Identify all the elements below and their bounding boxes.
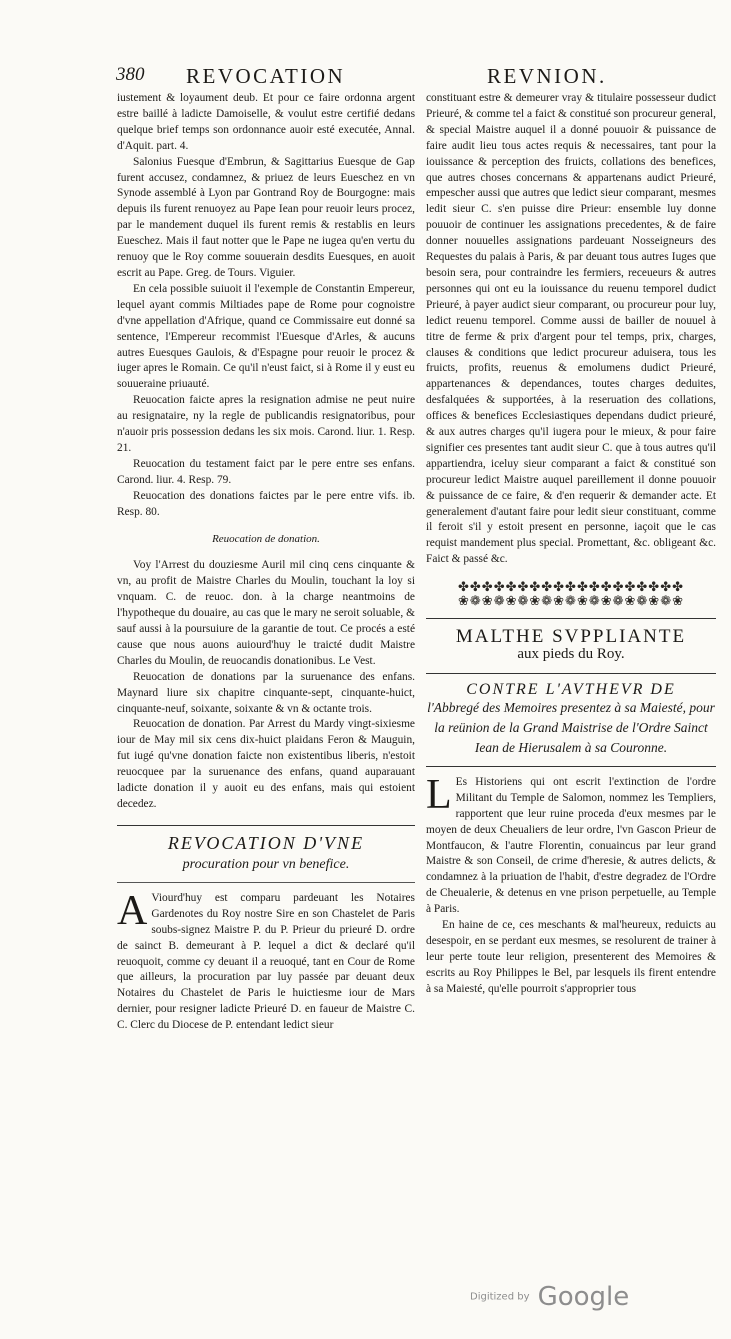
left-column (117, 91, 415, 1034)
paragraph: Reuocation faicte apres la resignation admise ne peut nuire au resignataire, ny la regle de publicandis resignatoribus, pour n'auoir pris possession dedans les six mois. Carond. liur. 1. Resp. 21. (117, 394, 415, 454)
contre-heading-block (426, 673, 716, 758)
divider (426, 766, 716, 767)
page-header (116, 64, 636, 90)
paragraph: Reuocation de donation. Par Arrest du Mardy vingt-sixiesme iour de May mil six cens dix-huict plaidans Feron & Mauguin, fut iugé qu'vne donation faicte non existentibus liberis, n'estoit reuocquee par la suruenance des enfans, quand auparauant ladicte donation il y auoit eu des enfans, mais qui estoient decedez. (117, 718, 415, 810)
drop-cap: A (117, 887, 148, 934)
article-title-block (426, 618, 716, 663)
right-column (426, 91, 716, 998)
paragraph: Reuocation de donations par la suruenance des enfans. Maynard liure six chapitre cinquante-sept, cinquante-huict, cinquante-neuf, soixante, soixante & vn & octante trois. (117, 670, 415, 715)
watermark-text: Digitized by (470, 1291, 530, 1303)
paragraph: Reuocation des donations faictes par le pere entre vifs. ib. Resp. 80. (117, 489, 415, 518)
article-subtitle: aux pieds du Roy. (517, 646, 625, 663)
paragraph: En haine de ce, ces meschants & mal'heureux, reduicts au desespoir, en se perdant eux mesmes, se resolurent de trainer à leur perte toute leur religion, presenterent des Memoires & escrits au Roy Philippes le Bel, par lesquels ils firent entendre à sa Maiesté, qu'elle pourroit s'approprier tous (426, 919, 716, 995)
paragraph: constituant estre & demeurer vray & titulaire possesseur dudict Prieuré, & comme tel a faict & constitué son procureur general, & special Maistre auquel il a donné pouuoir & puissance de faire audit lieu tous actes requis & necessaires, tant pour la iouissance & perception des fruicts, collations des benefices, que autres choses concernans & appartenans audict Prieuré, empescher aussi que autres que ledict sieur comparant, mesmes ledit sieur C. s'en puisse dire Prieur: ensemble luy donne pouuoir de continuer les assignations precedentes, & de faire donner nouuelles assignations pardeuant Nosseigneurs des Requestes du palais à Paris, & par deuant tous autres Iuges que besoin sera, pour contraindre les fermiers, receueurs & autres personnes qui ont eu la iouissance du reuenu temporel dudict Prieuré, à payer audict sieur comparant, ou procureur pour luy, ledict reuenu temporel. Comme aussi de bailler de nouuel à titre de ferme & prix d'argent pour tel temps, prix, charges, clauses & conditions que ledict procureur aduisera, tous les fruicts, profits, reuenus & emolumens dudict Prieuré, appartenances & dependances, toutes charges deduites, desfalquées & supportées, à la reseruation des collations, offices & benefices Ecclesiastiques dependans dudict prieuré, & aux autres charges qu'il iugera pour le mieux, & pour faire signifier ces presentes tant audit sieur C. que à tous autres qu'il appartiendra, iceluy sieur comparant a faict & constitué son procureur ledict Maistre auquel pareillement il donne pouuoir & puissance de ce faire, & d'en requerir & demander acte. Et generalement d'autant faire pour ledit sieur constituant, comme il feroit s'il y estoit present en personne, iaçoit que le cas requist mandement plus special. Promettant, &c. obligeant &c. Faict & passé &c. (426, 92, 716, 566)
article-title: MALTHE SVPPLIANTE (455, 626, 687, 648)
ornament-icon: ✤✤✤✤✤✤✤✤✤✤✤✤✤✤✤✤✤✤✤ (458, 579, 684, 595)
running-head-right: REVNION. (487, 64, 607, 88)
paragraph: En cela possible suiuoit il l'exemple de Constantin Empereur, lequel ayant commis Miltiades pape de Rome pour cognoistre d'vne appellation d'Afrique, quand ce Commissaire eut donné sa sentence, l'Empereur recommist l'Euesque d'Arles, & aucuns autres Euesques Gaulois, & d'Espagne pour reuoir le procez & iuger apres le Romain. Ce qu'il n'eust faict, si à Rome il y eust eu souueraine priuauté. (117, 282, 415, 391)
paragraph-dropcap (117, 887, 415, 1034)
paragraph: Reuocation du testament faict par le pere entre ses enfans. Carond. liur. 4. Resp. 79. (117, 457, 415, 486)
paragraph-text: Es Historiens qui ont escrit l'extinction de l'ordre Militant du Temple de Salomon, nommez les Templiers, rapportent que leur ruine proceda d'eux mesmes par le moyen de deux Cheualiers de leur ordre, l'vn Gascon Prieur de Montfaucon, & l'autre Florentin, conuaincus par leur grand Maistre & son Conseil, de crime d'heresie, & autres delicts, & condamnez à la priuation de l'habit, d'estre degradez de l'Ordre de Cheualerie, & detenus en vne prison perpetuelle, au Temple à Paris. (426, 775, 716, 916)
google-logo: Google (537, 1282, 630, 1312)
divider (117, 882, 415, 883)
section-subtitle: procuration pour vn benefice. (182, 856, 350, 872)
contre-heading: CONTRE L'AVTHEVR DE (466, 681, 676, 698)
section-title-box (117, 825, 415, 882)
running-head-left: REVOCATION (186, 64, 346, 88)
paragraph: Voy l'Arrest du douziesme Auril mil cinq cens cinquante & vn, au profit de Maistre Charles du Moulin, touchant la loy si vnquam. C. de reuoc. don. à la charge neantmoins de l'hypotheque du douaire, au cas que le mary ne seroit soluable, & sauf aussi à la poursuiure de la garantie de tout. Ce procés a esté cause que nous auons auiourd'huy le traicté dudit Maistre Charles du Moulin, de reuocandis donationibus. Le Vest. (117, 559, 415, 667)
section-title: REVOCATION D'VNE (167, 832, 365, 853)
ornament-band (426, 580, 716, 608)
paragraph: iustement & loyaument deub. Et pour ce faire ordonna argent estre baillé à ladicte Damoiselle, & voulut estre certifié dedans quelque brief temps son ordonnance auoir esté executée, Annal. d'Aquit. part. 4. (117, 92, 415, 152)
contre-description: l'Abbregé des Memoires presentez à sa Maiesté, pour la reünion de la Grand Maistrise de l'Ordre Sainct Iean de Hierusalem à sa Couronne. (427, 699, 715, 755)
paragraph-text: Viourd'huy est comparu pardeuant les Notaires Gardenotes du Roy nostre Sire en son Chastelet de Paris soubs-signez Maistre P. du P. Prieur du prieuré D. ordre de sainct B. demeurant à P. lequel a dict & declaré qu'il reuoquoit, comme cy deuant il a reuoqué, tant en Cour de Rome que ailleurs, la procuration par luy passée par deuant deux Notaires du Chastelet de Paris le huictiesme iour de Mars dernier, pour resigner ladicte Prieuré D. en faueur de Maistre C. C. Clerc du Diocese de P. entendant ledict sieur (117, 891, 415, 1032)
paragraph-dropcap (426, 771, 716, 918)
paragraph: Salonius Fuesque d'Embrun, & Sagittarius Euesque de Gap furent accusez, condamnez, & priuez de leurs Eueschez en vn Synode assemblé à Lyon par Gontrand Roy de Bourgogne: mais depuis ils furent renuoyez au Pape Iean pour reuoir leurs procez, par le mandement duquel ils furent remis & restablis en leurs Eueschez. Mais il faut notter que le Pape ne iugea qu'en vertu du renuoy que le Roy comme souuerain desdits Euesques, en auoit escrit au Pape. Greg. de Tours. Viguier. (117, 155, 415, 279)
page-number: 380 (116, 64, 145, 85)
digitized-watermark (470, 1282, 629, 1312)
ornament-icon: ❀❁❀❁❀❁❀❁❀❁❀❁❀❁❀❁❀❁❀ (458, 593, 684, 609)
drop-cap: L (426, 771, 452, 818)
section-subheading: Reuocation de donation. (212, 533, 320, 546)
